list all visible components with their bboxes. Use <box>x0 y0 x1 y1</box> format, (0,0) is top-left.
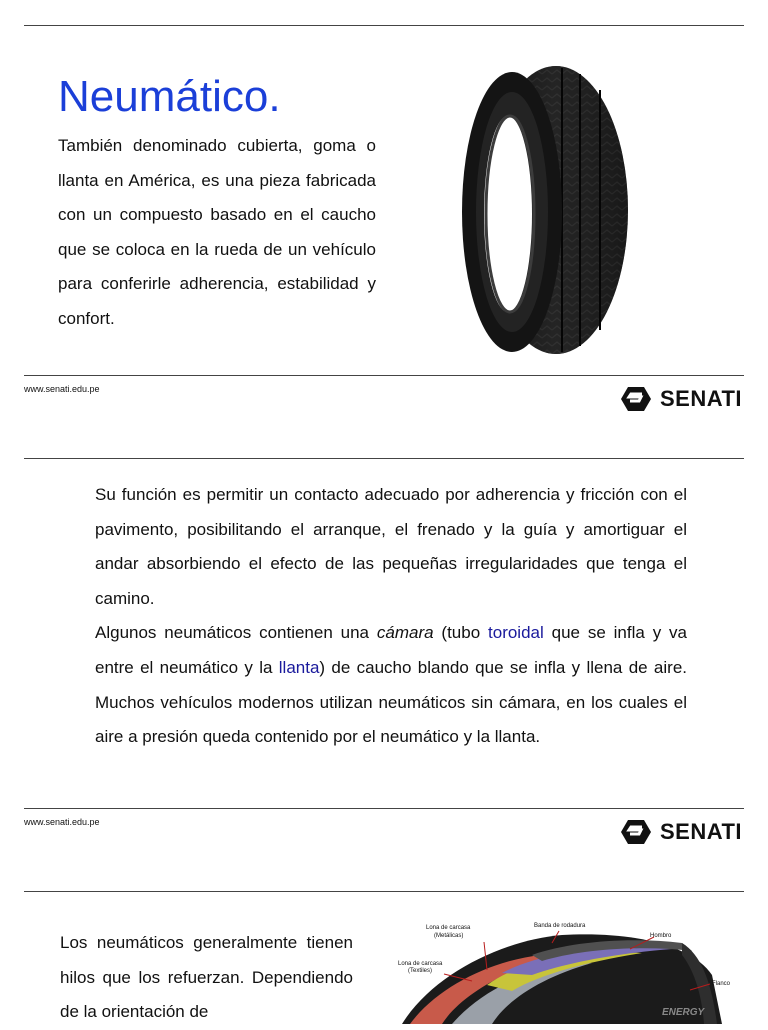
slide2-para1: Su función es permitir un contacto adecuado por adherencia y fricción con el pavimento, posibilitando el arranque, el frenado y la guía y amortiguar el andar absorbiendo el efecto de las pequeñas irregularidades que tenga el camino. <box>95 485 687 608</box>
slide1-bottom-rule <box>24 375 744 376</box>
senati-logo-icon <box>620 819 652 845</box>
label-flanco: Flanco <box>712 981 731 987</box>
slide2-bottom-rule <box>24 808 744 809</box>
slide1-senati-logo <box>620 386 742 412</box>
slide1-footer-url: www.senati.edu.pe <box>24 384 100 394</box>
slide2-para2: Algunos neumáticos contienen una cámara (tubo toroidal que se infla y va entre el neumático y la llanta) de caucho blando que se infla y llena de aire. Muchos vehículos modernos utilizan neumáticos sin cámara, en los cuales el aire a presión queda contenido por el neumático y la llanta. <box>95 623 688 747</box>
tire-cross-section-diagram <box>392 915 752 1024</box>
label-hombro: Hombro <box>650 933 672 939</box>
label-lona-metalicas-1: Lona de carcasa <box>426 925 471 931</box>
label-lona-metalicas-2: (Metálicas) <box>434 933 464 939</box>
tire-image <box>452 60 634 360</box>
slide2-brand: SENATI <box>660 819 743 844</box>
slide2-senati-logo <box>620 819 742 845</box>
toroidal-link[interactable]: toroidal <box>488 623 544 643</box>
slide1-title: Neumático. <box>58 72 281 121</box>
slide1-body: También denominado cubierta, goma o llanta en América, es una pieza fabricada con un compuesto basado en el caucho que se coloca en la rueda de un vehículo para conferirle adherencia, estabilidad y confort. <box>58 136 376 328</box>
label-lona-textiles-2: (Textiles) <box>408 968 433 974</box>
senati-logo-icon <box>620 386 652 412</box>
slide3-body: Los neumáticos generalmente tienen hilos que los refuerzan. Dependiendo de la orientación de <box>60 933 353 1022</box>
label-lona-textiles-1: Lona de carcasa <box>398 961 443 967</box>
label-banda-rodadura: Banda de rodadura <box>534 923 586 929</box>
llanta-link[interactable]: llanta <box>278 657 320 677</box>
slide1-brand: SENATI <box>660 386 743 411</box>
slide2-top-rule <box>24 458 744 459</box>
slide2-footer-url: www.senati.edu.pe <box>24 817 100 827</box>
tread-brand-text: ENERGY <box>662 1007 705 1018</box>
slide3-top-rule <box>24 891 744 892</box>
slide2-body <box>95 478 687 755</box>
slide1-top-rule <box>24 25 744 26</box>
